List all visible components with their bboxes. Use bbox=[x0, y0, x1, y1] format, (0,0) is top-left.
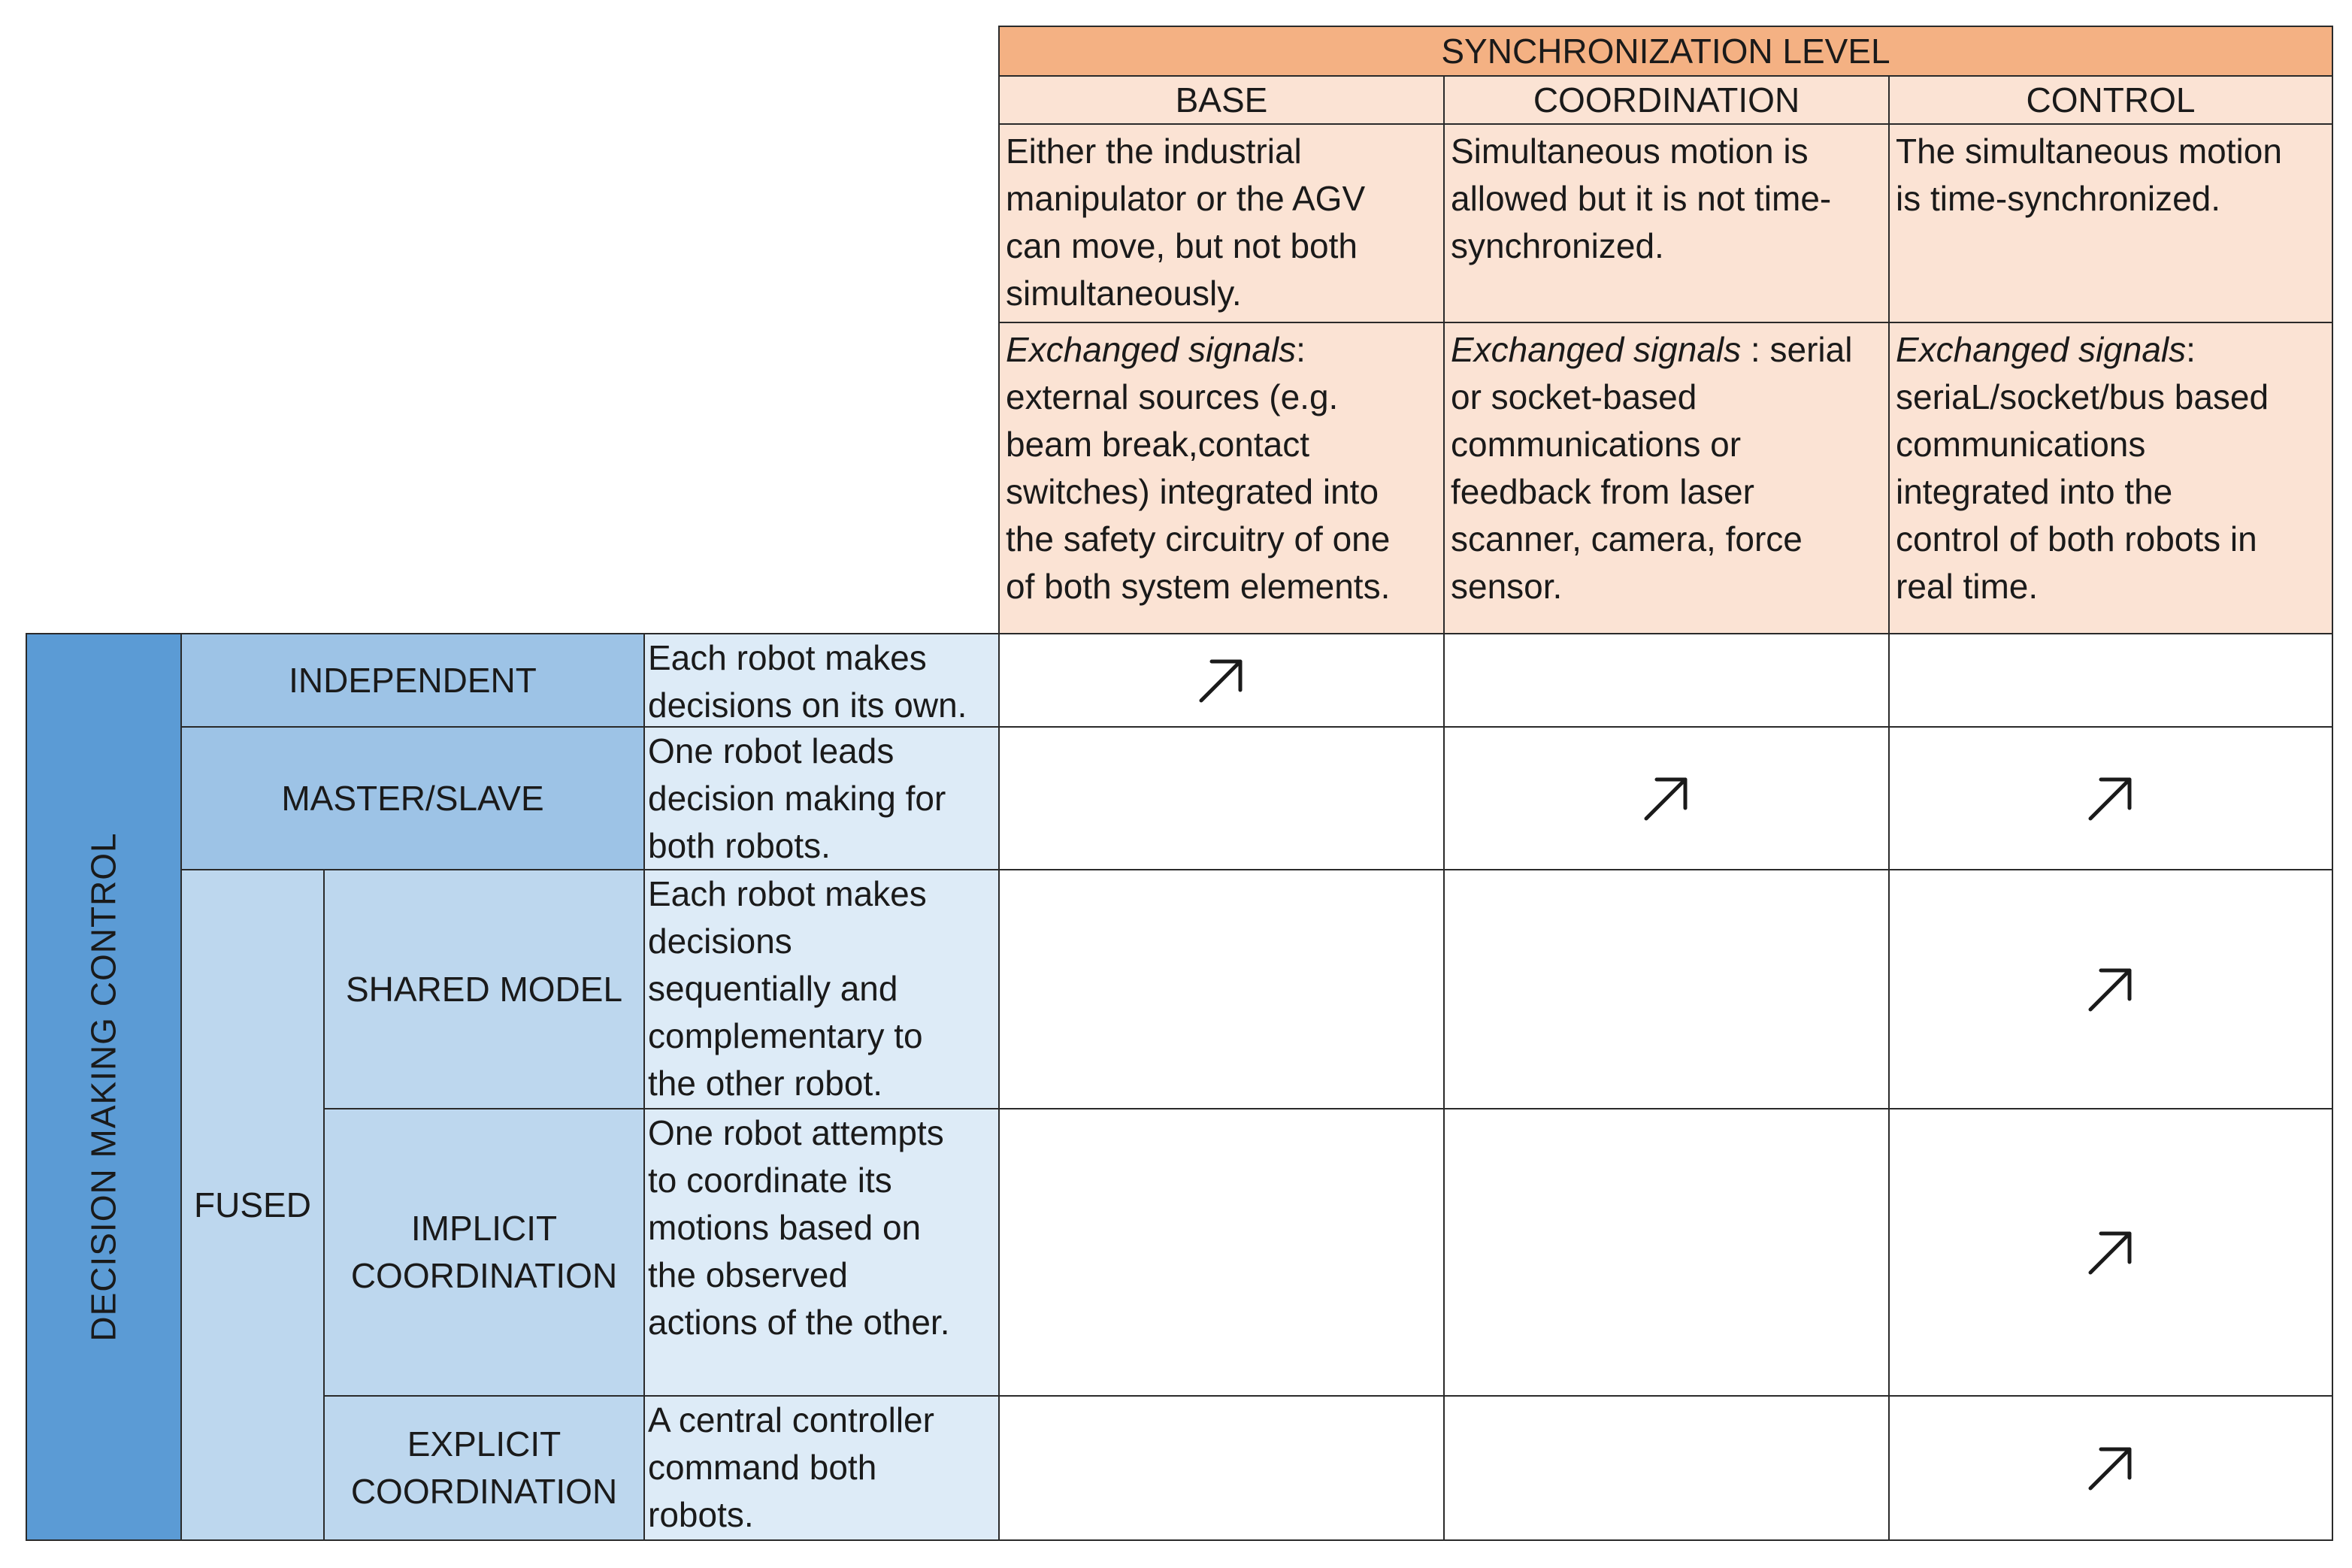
matrix-cell-coordination bbox=[1443, 869, 1890, 1109]
vertical-label-text: DECISION MAKING CONTROL bbox=[83, 832, 123, 1342]
row-label-implicit-coordination: IMPLICIT COORDINATION bbox=[323, 1108, 645, 1397]
control-signals bbox=[1888, 322, 2333, 634]
row-label-shared-model: SHARED MODEL bbox=[323, 869, 645, 1109]
row-description-explicit-coordination: A central controller command both robots. bbox=[643, 1395, 1000, 1541]
column-header-base: BASE bbox=[998, 75, 1445, 125]
matrix-cell-control bbox=[1888, 1108, 2333, 1397]
base-signals bbox=[998, 322, 1445, 634]
signals-text: : external sources (e.g. beam break,contact switches) integrated into the safety circuitry of one of both system elements. bbox=[1006, 330, 1391, 606]
column-header-control: CONTROL bbox=[1888, 75, 2333, 125]
signals-label: Exchanged signals bbox=[1006, 330, 1297, 369]
row-description-implicit-coordination: One robot attempts to coordinate its motions based on the observed actions of the other. bbox=[643, 1108, 1000, 1397]
row-description-master-slave: One robot leads decision making for both robots. bbox=[643, 726, 1000, 870]
matrix-cell-base bbox=[998, 869, 1445, 1109]
matrix-cell-coordination bbox=[1443, 726, 1890, 870]
sync-level-title: SYNCHRONIZATION LEVEL bbox=[998, 26, 2333, 77]
matrix-cell-base bbox=[998, 726, 1445, 870]
matrix-cell-control bbox=[1888, 1395, 2333, 1541]
arrow-up-right-icon bbox=[2086, 966, 2136, 1013]
control-description: The simultaneous motion is time-synchronized. bbox=[1888, 123, 2333, 323]
row-description-independent: Each robot makes decisions on its own. bbox=[643, 633, 1000, 728]
arrow-up-right-icon bbox=[2086, 1445, 2136, 1491]
matrix-cell-base bbox=[998, 1395, 1445, 1541]
decision-making-control-label bbox=[26, 633, 182, 1541]
column-header-coordination: COORDINATION bbox=[1443, 75, 1890, 125]
arrow-up-right-icon bbox=[1197, 657, 1246, 704]
row-label-explicit-coordination: EXPLICIT COORDINATION bbox=[323, 1395, 645, 1541]
arrow-up-right-icon bbox=[2086, 1229, 2136, 1276]
coordination-description: Simultaneous motion is allowed but it is not time- synchronized. bbox=[1443, 123, 1890, 323]
row-description-shared-model: Each robot makes decisions sequentially and complementary to the other robot. bbox=[643, 869, 1000, 1109]
row-label-master-slave: MASTER/SLAVE bbox=[180, 726, 645, 870]
signals-label: Exchanged signals bbox=[1896, 330, 2187, 369]
row-label-independent: INDEPENDENT bbox=[180, 633, 645, 728]
signals-text: : seriaL/socket/bus based communications integrated into the control of both robots in real time. bbox=[1896, 330, 2269, 606]
signals-label: Exchanged signals bbox=[1451, 330, 1742, 369]
matrix-cell-coordination bbox=[1443, 633, 1890, 728]
fused-label: FUSED bbox=[180, 869, 325, 1541]
arrow-up-right-icon bbox=[2086, 775, 2136, 822]
base-description: Either the industrial manipulator or the AGV can move, but not both simultaneously. bbox=[998, 123, 1445, 323]
matrix-cell-coordination bbox=[1443, 1108, 1890, 1397]
matrix-cell-control bbox=[1888, 869, 2333, 1109]
arrow-up-right-icon bbox=[1642, 775, 1691, 822]
matrix-cell-control bbox=[1888, 726, 2333, 870]
matrix-cell-control bbox=[1888, 633, 2333, 728]
matrix-cell-coordination bbox=[1443, 1395, 1890, 1541]
matrix-cell-base bbox=[998, 633, 1445, 728]
signals-text: : serial or socket-based communications or feedback from laser scanner, camera, force sensor. bbox=[1451, 330, 1853, 606]
coordination-signals bbox=[1443, 322, 1890, 634]
matrix-cell-base bbox=[998, 1108, 1445, 1397]
